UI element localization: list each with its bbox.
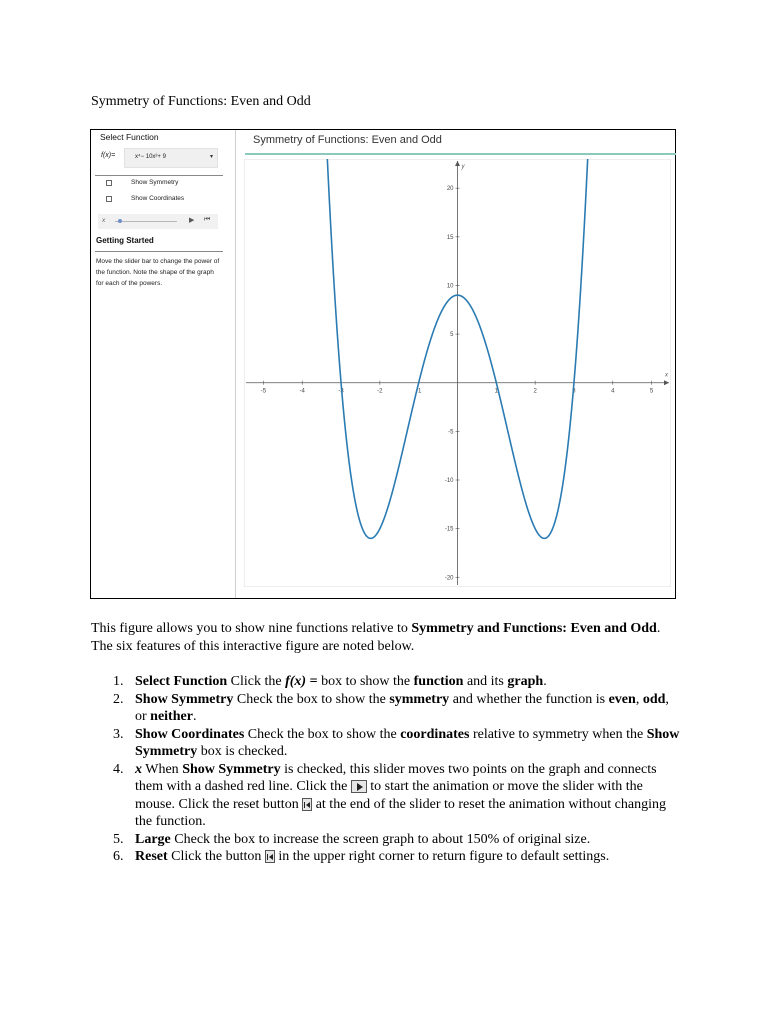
play-icon[interactable]: ▶ <box>189 217 195 224</box>
y-tick-label: 20 <box>446 186 454 193</box>
list-item: 5. Large Check the box to increase the screen graph to about 150% of original size. <box>113 831 591 847</box>
x-tick-label: 4 <box>611 388 615 395</box>
y-tick-label: -10 <box>444 478 454 484</box>
y-tick-label: 10 <box>446 283 454 290</box>
y-tick-label: 15 <box>446 234 454 241</box>
function-select-value: x⁴− 10x²+ 9 <box>135 154 166 160</box>
x-slider-handle[interactable] <box>118 219 122 223</box>
list-item: 2. Show Symmetry Check the box to show the symmetry and whether the function is even, odd, or neither. <box>113 691 669 724</box>
show-coordinates-label: Show Coordinates <box>131 195 185 202</box>
y-tick-label: 5 <box>450 332 454 339</box>
list-item: 1. Select Function Click the f(x) = box to show the function and its graph. <box>113 674 547 689</box>
reset-icon <box>265 850 275 863</box>
list-item: 3. Show Coordinates Check the box to show the coordinates relative to symmetry when the Show Symmetry box is checked. <box>113 726 680 759</box>
x-tick-label: 2 <box>533 388 537 395</box>
getting-started-heading: Getting Started <box>96 236 154 245</box>
show-symmetry-checkbox[interactable] <box>106 180 112 186</box>
x-tick-label: -4 <box>299 388 305 395</box>
x-slider-track[interactable] <box>115 221 177 222</box>
y-axis-label: y <box>461 164 465 170</box>
x-axis-label: x <box>665 372 668 379</box>
chevron-down-icon: ▾ <box>209 154 213 160</box>
fx-label: f(x)= <box>101 152 116 159</box>
x-slider-row <box>98 214 218 229</box>
list-item: 4. x When Show Symmetry is checked, this slider moves two points on the graph and connects them with a dashed red line. Click the to start the animation or move the slider with the mouse. Click the reset button at the end of the slider to reset the animation without changing the function. <box>113 761 666 829</box>
x-tick-label: 1 <box>494 388 498 395</box>
x-tick-label: 3 <box>572 388 576 395</box>
select-function-heading: Select Function <box>100 132 159 142</box>
slider-variable-label: x <box>102 217 106 224</box>
divider <box>95 251 223 252</box>
list-item: 6. Reset Click the button in the upper right corner to return figure to default settings. <box>113 849 610 864</box>
reset-icon <box>302 798 312 811</box>
interactive-figure <box>90 129 676 599</box>
y-tick-label: -5 <box>448 429 454 436</box>
feature-list <box>91 673 681 866</box>
x-tick-label: -3 <box>338 388 344 395</box>
control-panel <box>91 130 236 598</box>
x-tick-label: -2 <box>377 388 383 395</box>
play-icon <box>351 780 367 793</box>
function-graph <box>244 159 671 587</box>
x-tick-label: 5 <box>649 388 654 395</box>
figure-title: Symmetry of Functions: Even and Odd <box>253 134 442 146</box>
intro-paragraph: This figure allows you to show nine functions relative to Symmetry and Functions: Even and Odd. The six features of this interactive figure are noted below. <box>91 621 661 654</box>
document-title: Symmetry of Functions: Even and Odd <box>91 94 311 109</box>
y-tick-label: -20 <box>444 575 454 582</box>
getting-started-text: Move the slider bar to change the power of the function. Note the shape of the graph for each of the powers. <box>96 258 220 287</box>
y-tick-label: -15 <box>444 526 454 533</box>
divider <box>95 175 223 176</box>
function-select[interactable] <box>124 148 218 168</box>
show-coordinates-checkbox[interactable] <box>106 196 112 202</box>
x-tick-label: -5 <box>260 388 267 395</box>
show-symmetry-label: Show Symmetry <box>131 179 179 186</box>
title-underline <box>245 153 676 155</box>
reset-icon[interactable]: ⏮ <box>204 216 211 223</box>
x-tick-label: -1 <box>416 388 422 395</box>
